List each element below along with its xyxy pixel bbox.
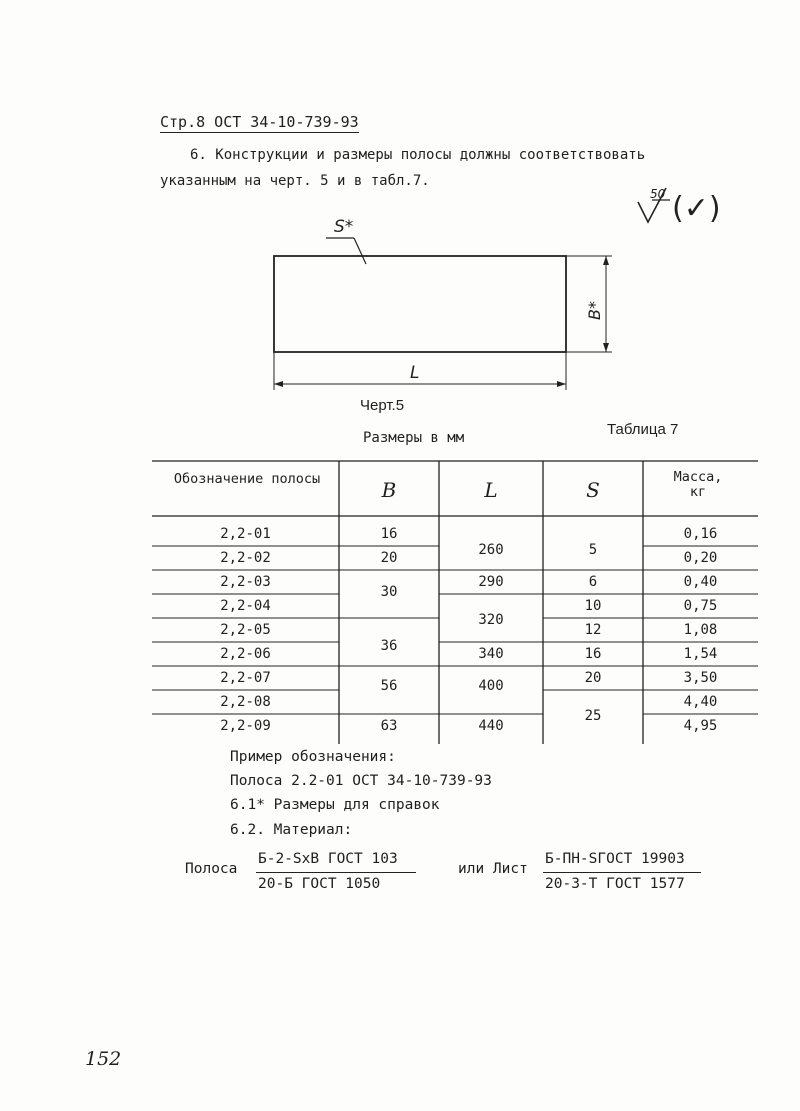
s-cell: 25: [584, 708, 602, 724]
label-l: L: [410, 363, 420, 383]
s-cell: 10: [584, 598, 602, 614]
paragraph-line-1: 6. Конструкции и размеры полосы должны соответствовать: [190, 147, 646, 163]
designation-cell: 2,2-04: [220, 598, 271, 614]
s-cell: 16: [584, 646, 602, 662]
mass-cell: 4,40: [683, 694, 718, 710]
material-or-sheet: или Лист: [458, 861, 528, 877]
s-cell: 12: [584, 622, 602, 638]
designation-cell: 2,2-02: [220, 550, 271, 566]
example-designation: Полоса 2.2-01 ОСТ 34-10-739-93: [230, 773, 492, 789]
designation-cell: 2,2-05: [220, 622, 271, 638]
header-l: L: [484, 478, 498, 502]
header-b: B: [381, 478, 397, 502]
header-designation: Обозначение полосы: [173, 471, 321, 487]
table-7: [152, 460, 758, 744]
paragraph-line-2: указанным на черт. 5 и в табл.7.: [160, 173, 430, 189]
label-s: S*: [334, 217, 354, 237]
mass-cell: 0,40: [683, 574, 718, 590]
roughness-symbol: [630, 182, 730, 232]
note-6-2: 6.2. Материал:: [230, 822, 353, 838]
designation-cell: 2,2-07: [220, 670, 271, 686]
b-cell: 16: [380, 526, 398, 542]
mass-cell: 4,95: [683, 718, 718, 734]
header-mass: Масса, кг: [673, 469, 723, 500]
mass-cell: 0,20: [683, 550, 718, 566]
b-cell: 36: [380, 638, 398, 654]
designation-cell: 2,2-03: [220, 574, 271, 590]
note-6-1: 6.1* Размеры для справок: [230, 797, 440, 813]
mass-cell: 0,16: [683, 526, 718, 542]
roughness-value: 50: [650, 187, 666, 201]
label-b: B*: [585, 301, 604, 320]
mass-cell: 1,54: [683, 646, 718, 662]
table-label: Таблица 7: [607, 421, 679, 438]
designation-cell: 2,2-09: [220, 718, 271, 734]
designation-cell: 2,2-06: [220, 646, 271, 662]
l-cell: 340: [478, 646, 504, 662]
strip-drawing: [260, 210, 620, 400]
b-cell: 63: [380, 718, 398, 734]
s-cell: 20: [584, 670, 602, 686]
b-cell: 20: [380, 550, 398, 566]
material-strip-numerator: Б-2-SxB ГОСТ 103: [258, 851, 398, 867]
header-s: S: [586, 478, 600, 502]
designation-cell: 2,2-01: [220, 526, 271, 542]
l-cell: 440: [478, 718, 504, 734]
material-strip-denominator: 20-Б ГОСТ 1050: [258, 876, 381, 892]
l-cell: 260: [478, 542, 504, 558]
s-cell: 6: [588, 574, 598, 590]
sheet-fraction-bar: [543, 872, 701, 873]
s-leader-line: [354, 238, 366, 264]
units-note: Размеры в мм: [363, 430, 465, 446]
mass-cell: 1,08: [683, 622, 718, 638]
l-cell: 320: [478, 612, 504, 628]
b-cell: 30: [380, 584, 398, 600]
l-cell: 290: [478, 574, 504, 590]
b-cell: 56: [380, 678, 398, 694]
material-strip-label: Полоса: [185, 861, 238, 877]
strip-outline: [274, 256, 566, 352]
strip-fraction-bar: [256, 872, 416, 873]
drawing-caption: Черт.5: [360, 397, 405, 414]
mass-cell: 3,50: [683, 670, 718, 686]
material-sheet-numerator: Б-ПН-SГОСТ 19903: [545, 851, 685, 867]
designation-cell: 2,2-08: [220, 694, 271, 710]
s-cell: 5: [588, 542, 598, 558]
example-title: Пример обозначения:: [230, 749, 396, 765]
roughness-check: (✓): [672, 191, 721, 226]
document-header: Стр.8 ОСТ 34-10-739-93: [160, 113, 359, 131]
mass-cell: 0,75: [683, 598, 718, 614]
material-sheet-denominator: 20-3-Т ГОСТ 1577: [545, 876, 685, 892]
page-number: 152: [85, 1048, 122, 1070]
l-cell: 400: [478, 678, 504, 694]
